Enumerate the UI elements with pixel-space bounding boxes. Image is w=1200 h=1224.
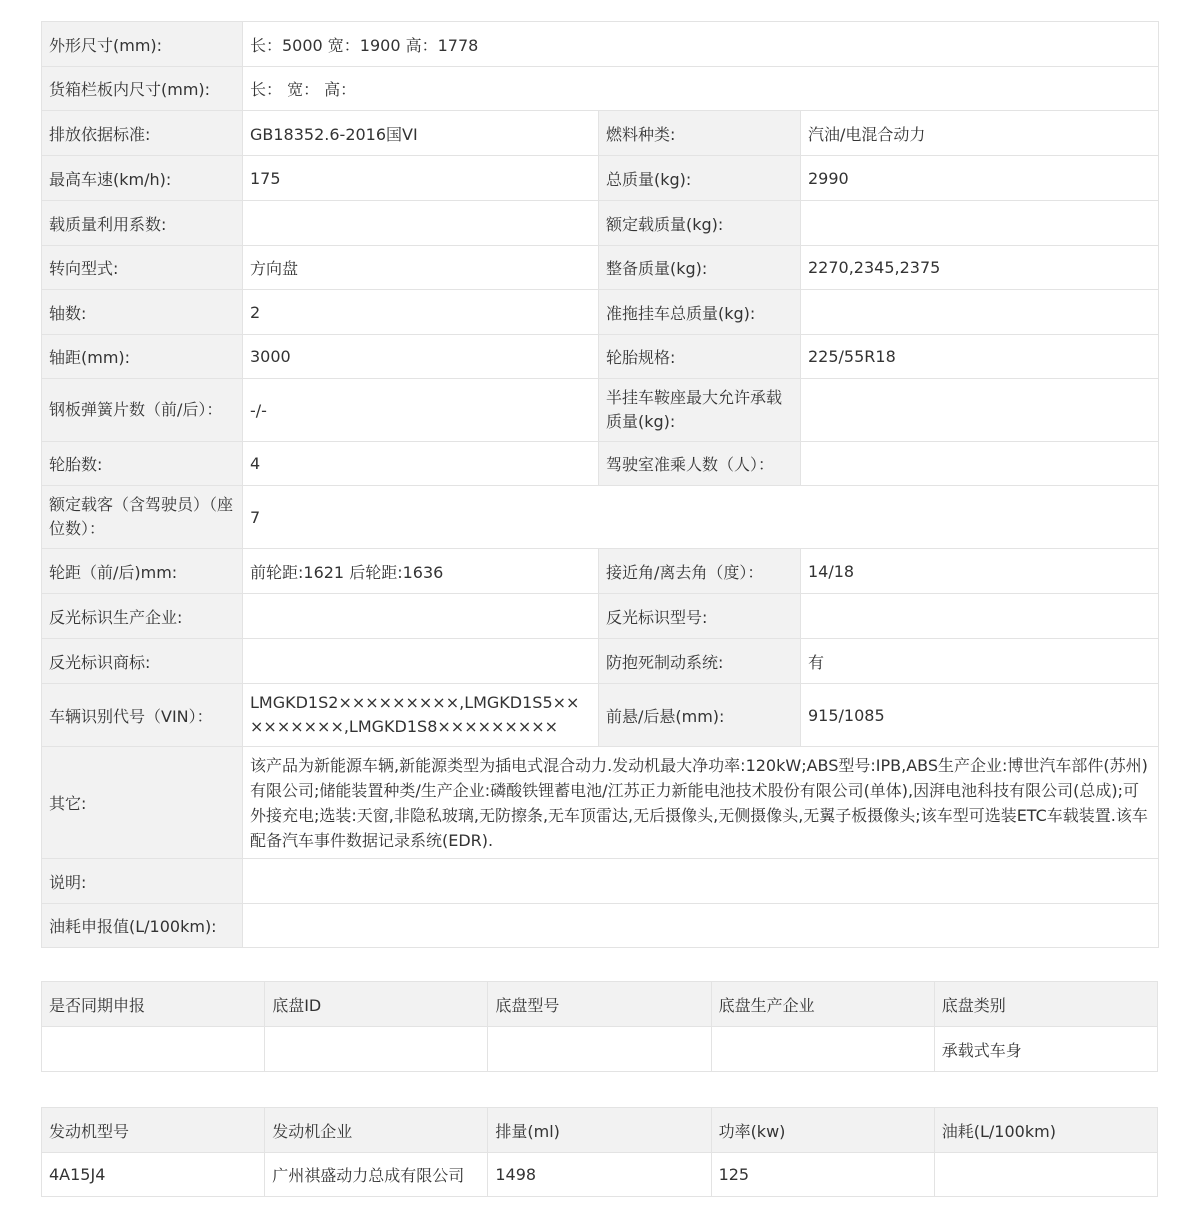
table-row	[42, 1153, 1158, 1197]
spec-row-dimensions	[42, 22, 1159, 67]
load-coef-value	[243, 201, 599, 246]
reflector-brand-value	[243, 639, 599, 684]
chassis-header-concurrent: 是否同期申报	[42, 982, 265, 1027]
rated-load-value	[801, 201, 1159, 246]
chassis-header-id: 底盘ID	[265, 982, 488, 1027]
engine-header-displacement: 排量(ml)	[488, 1108, 711, 1153]
max-speed-label: 最高车速(km/h):	[42, 156, 243, 201]
spec-row-vin	[42, 684, 1159, 747]
leaf-spring-value: -/-	[243, 379, 599, 442]
note-label: 说明:	[42, 859, 243, 904]
reflector-maker-value	[243, 594, 599, 639]
spec-row-other	[42, 747, 1159, 859]
load-coef-label: 载质量利用系数:	[42, 201, 243, 246]
spec-row-speed	[42, 156, 1159, 201]
emission-std-value: GB18352.6-2016国VI	[243, 111, 599, 156]
chassis-cell-type: 承载式车身	[934, 1027, 1157, 1072]
curb-mass-value: 2270,2345,2375	[801, 246, 1159, 290]
chassis-header-maker: 底盘生产企业	[711, 982, 934, 1027]
vehicle-spec-table	[41, 21, 1159, 948]
axles-label: 轴数:	[42, 290, 243, 335]
spec-row-cargo-box	[42, 67, 1159, 111]
steering-value: 方向盘	[243, 246, 599, 290]
spec-row-tires	[42, 442, 1159, 486]
chassis-cell-model	[488, 1027, 711, 1072]
other-value: 该产品为新能源车辆,新能源类型为插电式混合动力.发动机最大净功率:120kW;ABS型号:IPB,ABS生产企业:博世汽车部件(苏州)有限公司;储能装置种类/生产企业:磷酸铁锂蓄电池/江苏正力新能电池技术股份有限公司(单体),因湃电池科技有限公司(总成);可外接充电;选装:天窗,非隐私玻璃,无防擦条,无车顶雷达,无后摄像头,无侧摄像头,无翼子板摄像头;该车型可选装ETC车载装置.该车配备汽车事件数据记录系统(EDR).	[243, 747, 1159, 859]
track-value: 前轮距:1621 后轮距:1636	[243, 549, 599, 594]
chassis-cell-concurrent	[42, 1027, 265, 1072]
leaf-spring-label: 钢板弹簧片数（前/后）：	[42, 379, 243, 442]
spec-row-steering	[42, 246, 1159, 290]
total-mass-value: 2990	[801, 156, 1159, 201]
spec-row-spring	[42, 379, 1159, 442]
spec-row-seats	[42, 486, 1159, 549]
total-mass-label: 总质量(kg):	[599, 156, 801, 201]
saddle-load-label: 半挂车鞍座最大允许承载质量(kg):	[599, 379, 801, 442]
overhang-value: 915/1085	[801, 684, 1159, 747]
overhang-label: 前悬/后悬(mm):	[599, 684, 801, 747]
angles-value: 14/18	[801, 549, 1159, 594]
spec-row-note	[42, 859, 1159, 904]
steering-label: 转向型式:	[42, 246, 243, 290]
cab-passengers-label: 驾驶室准乘人数（人）：	[599, 442, 801, 486]
spec-row-reflector	[42, 594, 1159, 639]
tire-count-label: 轮胎数:	[42, 442, 243, 486]
fuel-declared-label: 油耗申报值(L/100km):	[42, 904, 243, 948]
axles-value: 2	[243, 290, 599, 335]
engine-cell-power: 125	[711, 1153, 934, 1197]
table-row	[42, 1027, 1158, 1072]
angles-label: 接近角/离去角（度）：	[599, 549, 801, 594]
saddle-load-value	[801, 379, 1159, 442]
rated-seats-label: 额定载客（含驾驶员）（座位数）：	[42, 486, 243, 549]
vin-value: LMGKD1S2×××××××××,LMGKD1S5×××××××××,LMGKD1S8×××××××××	[243, 684, 599, 747]
other-label: 其它:	[42, 747, 243, 859]
cargo-box-label: 货箱栏板内尺寸(mm):	[42, 67, 243, 111]
cab-passengers-value	[801, 442, 1159, 486]
fuel-type-value: 汽油/电混合动力	[801, 111, 1159, 156]
track-label: 轮距（前/后)mm:	[42, 549, 243, 594]
engine-header-model: 发动机型号	[42, 1108, 265, 1153]
engine-header-row	[42, 1108, 1158, 1153]
reflector-maker-label: 反光标识生产企业:	[42, 594, 243, 639]
reflector-model-label: 反光标识型号:	[599, 594, 801, 639]
fuel-type-label: 燃料种类:	[599, 111, 801, 156]
spec-row-fuel-declared	[42, 904, 1159, 948]
tire-spec-label: 轮胎规格:	[599, 335, 801, 379]
chassis-header-model: 底盘型号	[488, 982, 711, 1027]
dimensions-label: 外形尺寸(mm):	[42, 22, 243, 67]
trailer-mass-value	[801, 290, 1159, 335]
dimensions-value: 长：5000 宽：1900 高：1778	[243, 22, 1159, 67]
wheelbase-value: 3000	[243, 335, 599, 379]
curb-mass-label: 整备质量(kg):	[599, 246, 801, 290]
spec-row-load	[42, 201, 1159, 246]
cargo-box-value: 长： 宽： 高：	[243, 67, 1159, 111]
tire-count-value: 4	[243, 442, 599, 486]
abs-value: 有	[801, 639, 1159, 684]
spec-row-wheelbase	[42, 335, 1159, 379]
chassis-cell-id	[265, 1027, 488, 1072]
trailer-mass-label: 准拖挂车总质量(kg):	[599, 290, 801, 335]
spec-row-abs	[42, 639, 1159, 684]
spec-row-emission	[42, 111, 1159, 156]
chassis-header-type: 底盘类别	[934, 982, 1157, 1027]
rated-load-label: 额定载质量(kg):	[599, 201, 801, 246]
spec-row-axles	[42, 290, 1159, 335]
chassis-cell-maker	[711, 1027, 934, 1072]
tire-spec-value: 225/55R18	[801, 335, 1159, 379]
rated-seats-value: 7	[243, 486, 1159, 549]
emission-std-label: 排放依据标准:	[42, 111, 243, 156]
reflector-model-value	[801, 594, 1159, 639]
chassis-header-row	[42, 982, 1158, 1027]
engine-cell-fuel	[934, 1153, 1157, 1197]
chassis-table	[41, 981, 1158, 1072]
reflector-brand-label: 反光标识商标:	[42, 639, 243, 684]
vin-label: 车辆识别代号（VIN）：	[42, 684, 243, 747]
engine-cell-maker: 广州祺盛动力总成有限公司	[265, 1153, 488, 1197]
engine-cell-model: 4A15J4	[42, 1153, 265, 1197]
abs-label: 防抱死制动系统:	[599, 639, 801, 684]
spec-row-track	[42, 549, 1159, 594]
fuel-declared-value	[243, 904, 1159, 948]
engine-table	[41, 1107, 1158, 1197]
note-value	[243, 859, 1159, 904]
engine-cell-displacement: 1498	[488, 1153, 711, 1197]
engine-header-fuel: 油耗(L/100km)	[934, 1108, 1157, 1153]
wheelbase-label: 轴距(mm):	[42, 335, 243, 379]
engine-header-maker: 发动机企业	[265, 1108, 488, 1153]
engine-header-power: 功率(kw)	[711, 1108, 934, 1153]
max-speed-value: 175	[243, 156, 599, 201]
